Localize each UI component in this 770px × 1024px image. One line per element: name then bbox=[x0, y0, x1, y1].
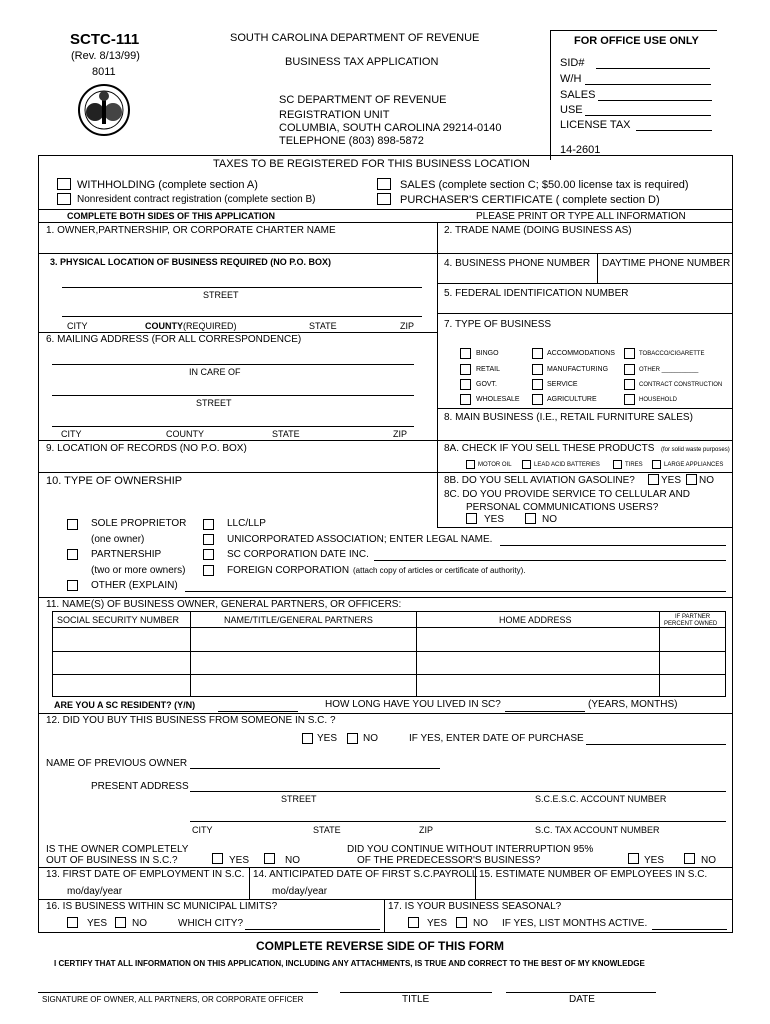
office-box-left-border bbox=[550, 30, 551, 160]
business-type-label: ACCOMMODATIONS bbox=[547, 350, 615, 357]
bought-no-label: NO bbox=[363, 733, 378, 744]
agency-name: SOUTH CAROLINA DEPARTMENT OF REVENUE bbox=[230, 32, 480, 44]
date-label: DATE bbox=[569, 994, 595, 1005]
withholding-checkbox[interactable] bbox=[57, 178, 71, 190]
col-divider bbox=[475, 867, 476, 899]
office-license-tax-field[interactable] bbox=[636, 130, 712, 131]
field-8a-note: (for solid waste purposes) bbox=[661, 447, 730, 453]
divider bbox=[38, 867, 733, 868]
daytime-phone-label: DAYTIME PHONE NUMBER bbox=[602, 258, 731, 269]
divider bbox=[38, 253, 733, 254]
mailing-city-field[interactable] bbox=[52, 426, 414, 427]
business-type-label: CONTRACT CONSTRUCTION bbox=[639, 382, 723, 388]
business-type-label: AGRICULTURE bbox=[547, 396, 597, 403]
owners-row-divider bbox=[52, 627, 726, 628]
field-8c-label: 8C. DO YOU PROVIDE SERVICE TO CELLULAR AND bbox=[444, 489, 691, 500]
owners-col-divider bbox=[416, 611, 417, 697]
field-7-label: 7. TYPE OF BUSINESS bbox=[444, 319, 552, 330]
col-divider bbox=[249, 867, 250, 899]
field-14-label: 14. ANTICIPATED DATE OF FIRST S.C.PAYROLL bbox=[253, 869, 478, 880]
months-active-label: IF YES, LIST MONTHS ACTIVE. bbox=[502, 918, 648, 929]
out-of-business-yes-label: YES bbox=[229, 855, 250, 866]
business-type-tobacco-checkbox[interactable] bbox=[624, 348, 635, 359]
previous-owner-label: NAME OF PREVIOUS OWNER bbox=[46, 758, 188, 769]
continue-label-1: DID YOU CONTINUE WITHOUT INTERRUPTION 95% bbox=[347, 844, 594, 855]
divider bbox=[38, 713, 733, 714]
address-line-1: SC DEPARTMENT OF REVENUE bbox=[279, 94, 447, 106]
business-type-label: SERVICE bbox=[547, 381, 578, 388]
business-type-agriculture-checkbox[interactable] bbox=[532, 394, 543, 405]
divider bbox=[437, 313, 733, 314]
business-type-govt-checkbox[interactable] bbox=[460, 379, 471, 390]
sales-tax-label: SALES (complete section C; $50.00 license tax is required) bbox=[400, 179, 689, 191]
date-format-13: mo/day/year bbox=[67, 886, 123, 897]
office-sid-field[interactable] bbox=[596, 68, 710, 69]
office-wh-label: W/H bbox=[560, 73, 582, 85]
business-type-retail-checkbox[interactable] bbox=[460, 364, 471, 375]
present-street-label: STREET bbox=[281, 794, 317, 804]
sc-tax-label: S.C. TAX ACCOUNT NUMBER bbox=[535, 825, 660, 835]
previous-owner-field[interactable] bbox=[190, 768, 440, 769]
unincorporated-label: UNICORPORATED ASSOCIATION; ENTER LEGAL NAME. bbox=[227, 534, 493, 545]
divider bbox=[38, 209, 733, 210]
out-of-business-no-label: NO bbox=[285, 855, 300, 866]
cellular-yes-checkbox[interactable] bbox=[466, 513, 477, 524]
business-type-wholesale-checkbox[interactable] bbox=[460, 394, 471, 405]
business-type-label: MANUFACTURING bbox=[547, 366, 609, 373]
divider bbox=[437, 408, 733, 409]
field-8a-label: 8A. CHECK IF YOU SELL THESE PRODUCTS bbox=[444, 443, 655, 454]
field-11-label: 11. NAME(S) OF BUSINESS OWNER, GENERAL PARTNERS, OR OFFICERS: bbox=[46, 599, 402, 610]
mailing-county-label: COUNTY bbox=[166, 429, 204, 439]
continue-yes-checkbox[interactable] bbox=[628, 853, 639, 864]
divider bbox=[38, 222, 733, 223]
complete-reverse-notice: COMPLETE REVERSE SIDE OF THIS FORM bbox=[256, 939, 505, 953]
office-use-field[interactable] bbox=[585, 115, 711, 116]
sc-corporation-label: SC CORPORATION DATE INC. bbox=[227, 549, 369, 560]
field-4-label: 4. BUSINESS PHONE NUMBER bbox=[444, 258, 591, 269]
city-label: CITY bbox=[67, 321, 88, 331]
business-type-label: TOBACCO/CIGARETTE bbox=[639, 351, 705, 357]
bought-no-checkbox[interactable] bbox=[347, 733, 358, 744]
purchase-date-label: IF YES, ENTER DATE OF PURCHASE bbox=[409, 733, 584, 744]
continue-no-checkbox[interactable] bbox=[684, 853, 695, 864]
business-type-other-checkbox[interactable] bbox=[624, 364, 635, 375]
divider bbox=[38, 597, 733, 598]
field-17-label: 17. IS YOUR BUSINESS SEASONAL? bbox=[388, 901, 562, 912]
foreign-corporation-label: FOREIGN CORPORATION bbox=[227, 565, 350, 576]
divider bbox=[38, 332, 437, 333]
which-city-field[interactable] bbox=[245, 929, 380, 930]
business-type-manufacturing-checkbox[interactable] bbox=[532, 364, 543, 375]
office-sales-field[interactable] bbox=[598, 100, 712, 101]
business-type-label: HOUSEHOLD bbox=[639, 397, 678, 403]
office-wh-field[interactable] bbox=[585, 84, 711, 85]
municipal-no-label: NO bbox=[132, 918, 147, 929]
bought-yes-checkbox[interactable] bbox=[302, 733, 313, 744]
sc-corporation-checkbox[interactable] bbox=[203, 549, 214, 560]
office-license-tax-label: LICENSE TAX bbox=[560, 119, 631, 131]
years-months-label: (YEARS, MONTHS) bbox=[588, 699, 678, 710]
product-label: MOTOR OIL bbox=[478, 462, 512, 468]
divider bbox=[437, 440, 733, 441]
county-required-label: COUNTY bbox=[145, 321, 183, 331]
physical-street-field[interactable] bbox=[62, 287, 422, 288]
title-label: TITLE bbox=[402, 994, 430, 1005]
mailing-street-field[interactable] bbox=[52, 395, 414, 396]
date-format-14: mo/day/year bbox=[272, 886, 328, 897]
municipal-yes-checkbox[interactable] bbox=[67, 917, 78, 928]
continue-label-2: OF THE PREDECESSOR'S BUSINESS? bbox=[357, 855, 541, 866]
county-required-suffix: (REQUIRED) bbox=[183, 321, 237, 331]
cellular-yes-label: YES bbox=[484, 514, 505, 525]
present-city-label: CITY bbox=[192, 825, 213, 835]
withholding-label: WITHHOLDING (complete section A) bbox=[77, 179, 258, 191]
date-inc-field[interactable] bbox=[374, 560, 726, 561]
owners-col-divider bbox=[659, 611, 660, 697]
street-label: STREET bbox=[203, 290, 239, 300]
field-12-label: 12. DID YOU BUY THIS BUSINESS FROM SOMEONE IN S.C. ? bbox=[46, 715, 336, 726]
purchase-date-field[interactable] bbox=[586, 744, 726, 745]
certification-statement: I CERTIFY THAT ALL INFORMATION ON THIS APPLICATION, INCLUDING ANY ATTACHMENTS, IS TRUE AND CORRECT TO THE BEST OF MY KNOWLEDGE bbox=[54, 959, 645, 968]
divider bbox=[437, 527, 733, 528]
aviation-gas-yes-checkbox[interactable] bbox=[648, 474, 659, 485]
business-type-label: WHOLESALE bbox=[476, 396, 520, 403]
business-type-label: OTHER ___________ bbox=[639, 367, 699, 373]
product-label: TIRES bbox=[625, 462, 643, 468]
physical-city-field[interactable] bbox=[62, 316, 422, 317]
office-use-label: USE bbox=[560, 104, 583, 116]
product-tires-checkbox[interactable] bbox=[613, 460, 622, 469]
divider bbox=[437, 283, 733, 284]
field-10-label: 10. TYPE OF OWNERSHIP bbox=[46, 475, 183, 487]
aviation-yes-label: YES bbox=[661, 475, 682, 486]
owners-row-divider bbox=[52, 674, 726, 675]
print-or-type-note: PLEASE PRINT OR TYPE ALL INFORMATION bbox=[476, 211, 686, 222]
owners-col-percent-2: PERCENT OWNED bbox=[664, 621, 718, 627]
address-line-3: COLUMBIA, SOUTH CAROLINA 29214-0140 bbox=[279, 122, 502, 134]
product-appliances-checkbox[interactable] bbox=[652, 460, 661, 469]
product-motor-oil-checkbox[interactable] bbox=[466, 460, 475, 469]
seasonal-yes-label: YES bbox=[427, 918, 448, 929]
office-box-top-border bbox=[550, 30, 717, 31]
unincorporated-checkbox[interactable] bbox=[203, 534, 214, 545]
owners-col-percent-1: IF PARTNER bbox=[675, 614, 711, 620]
form-revision: (Rev. 8/13/99) bbox=[71, 50, 140, 62]
municipal-no-checkbox[interactable] bbox=[115, 917, 126, 928]
cellular-no-label: NO bbox=[542, 514, 557, 525]
out-of-business-no-checkbox[interactable] bbox=[264, 853, 275, 864]
other-explain-field[interactable] bbox=[185, 591, 726, 592]
owners-col-divider bbox=[190, 611, 191, 697]
seasonal-no-label: NO bbox=[473, 918, 488, 929]
one-owner-note: (one owner) bbox=[91, 534, 145, 545]
field-6-label: 6. MAILING ADDRESS (FOR ALL CORRESPONDENCE) bbox=[46, 334, 302, 345]
nonresident-checkbox[interactable] bbox=[57, 193, 71, 205]
how-long-label: HOW LONG HAVE YOU LIVED IN SC? bbox=[325, 699, 501, 710]
aviation-no-label: NO bbox=[699, 475, 714, 486]
field-1-label: 1. OWNER,PARTNERSHIP, OR CORPORATE CHARTER NAME bbox=[46, 225, 336, 236]
business-type-label: GOVT. bbox=[476, 381, 498, 388]
owners-col-ssn: SOCIAL SECURITY NUMBER bbox=[57, 615, 180, 625]
state-seal-icon bbox=[78, 84, 130, 136]
date-field[interactable] bbox=[506, 992, 656, 993]
business-type-construction-checkbox[interactable] bbox=[624, 379, 635, 390]
continue-no-label: NO bbox=[701, 855, 716, 866]
zip-label: ZIP bbox=[400, 321, 415, 331]
other-ownership-checkbox[interactable] bbox=[67, 580, 78, 591]
phone-divider bbox=[597, 253, 598, 283]
signature-field[interactable] bbox=[38, 992, 318, 993]
state-label: STATE bbox=[309, 321, 337, 331]
in-care-of-label: IN CARE OF bbox=[189, 367, 241, 377]
sales-tax-checkbox[interactable] bbox=[377, 178, 391, 190]
which-city-label: WHICH CITY? bbox=[178, 918, 243, 929]
field-13-label: 13. FIRST DATE OF EMPLOYMENT IN S.C. bbox=[46, 869, 245, 880]
out-of-business-label-2: OUT OF BUSINESS IN S.C.? bbox=[46, 855, 178, 866]
field-9-label: 9. LOCATION OF RECORDS (NO P.O. BOX) bbox=[46, 443, 247, 454]
address-line-2: REGISTRATION UNIT bbox=[279, 109, 390, 121]
scesc-label: S.C.E.S.C. ACCOUNT NUMBER bbox=[535, 794, 667, 804]
present-state-label: STATE bbox=[313, 825, 341, 835]
llc-label: LLC/LLP bbox=[227, 518, 266, 529]
resident-question: ARE YOU A SC RESIDENT? (Y/N) bbox=[54, 700, 196, 710]
mailing-street-label: STREET bbox=[196, 398, 232, 408]
signature-label: SIGNATURE OF OWNER, ALL PARTNERS, OR CORPORATE OFFICER bbox=[42, 995, 304, 1004]
cellular-no-checkbox[interactable] bbox=[525, 513, 536, 524]
aviation-gas-no-checkbox[interactable] bbox=[686, 474, 697, 485]
business-type-household-checkbox[interactable] bbox=[624, 394, 635, 405]
form-title: BUSINESS TAX APPLICATION bbox=[285, 56, 439, 68]
telephone: TELEPHONE (803) 898-5872 bbox=[279, 135, 424, 147]
office-use-title: FOR OFFICE USE ONLY bbox=[574, 35, 699, 47]
col-divider bbox=[384, 899, 385, 933]
purchaser-label: PURCHASER'S CERTIFICATE ( complete section D) bbox=[400, 194, 660, 206]
field-8b-label: 8B. DO YOU SELL AVIATION GASOLINE? bbox=[444, 475, 635, 486]
office-sid-label: SID# bbox=[560, 57, 585, 69]
business-type-bingo-checkbox[interactable] bbox=[460, 348, 471, 359]
sole-proprietor-checkbox[interactable] bbox=[67, 519, 78, 530]
partnership-checkbox[interactable] bbox=[67, 549, 78, 560]
purchaser-checkbox[interactable] bbox=[377, 193, 391, 205]
form-code: 8011 bbox=[92, 66, 116, 78]
municipal-yes-label: YES bbox=[87, 918, 108, 929]
seasonal-yes-checkbox[interactable] bbox=[408, 917, 419, 928]
seasonal-no-checkbox[interactable] bbox=[456, 917, 467, 928]
llc-checkbox[interactable] bbox=[203, 519, 214, 530]
taxes-heading: TAXES TO BE REGISTERED FOR THIS BUSINESS LOCATION bbox=[213, 158, 530, 170]
present-city-field[interactable] bbox=[190, 821, 726, 822]
present-address-field[interactable] bbox=[190, 791, 726, 792]
field-5-label: 5. FEDERAL IDENTIFICATION NUMBER bbox=[444, 288, 629, 299]
field-8c-label-cont: PERSONAL COMMUNICATIONS USERS? bbox=[466, 502, 659, 513]
legal-name-field[interactable] bbox=[500, 545, 726, 546]
title-field[interactable] bbox=[340, 992, 492, 993]
foreign-corporation-note: (attach copy of articles or certificate of authority). bbox=[353, 566, 526, 575]
owners-row-divider bbox=[52, 651, 726, 652]
out-of-business-yes-checkbox[interactable] bbox=[212, 853, 223, 864]
divider bbox=[38, 472, 733, 473]
field-3-label: 3. PHYSICAL LOCATION OF BUSINESS REQUIRED (NO P.O. BOX) bbox=[50, 257, 332, 267]
product-label: LARGE APPLIANCES bbox=[664, 462, 724, 468]
divider bbox=[38, 899, 733, 900]
out-of-business-label-1: IS THE OWNER COMPLETELY bbox=[46, 844, 189, 855]
business-type-label: BINGO bbox=[476, 350, 499, 357]
business-type-accommodations-checkbox[interactable] bbox=[532, 348, 543, 359]
owners-col-name: NAME/TITLE/GENERAL PARTNERS bbox=[224, 615, 373, 625]
office-code: 14-2601 bbox=[560, 144, 601, 156]
owners-col-address: HOME ADDRESS bbox=[499, 615, 572, 625]
mailing-name-field[interactable] bbox=[52, 364, 414, 365]
how-long-field[interactable] bbox=[505, 711, 585, 712]
continue-yes-label: YES bbox=[644, 855, 665, 866]
present-zip-label: ZIP bbox=[419, 825, 434, 835]
field-15-label: 15. ESTIMATE NUMBER OF EMPLOYEES IN S.C. bbox=[479, 869, 708, 880]
present-address-label: PRESENT ADDRESS bbox=[91, 781, 189, 792]
two-owners-note: (two or more owners) bbox=[91, 565, 186, 576]
complete-both-sides: COMPLETE BOTH SIDES OF THIS APPLICATION bbox=[67, 211, 276, 221]
nonresident-label: Nonresident contract registration (complete section B) bbox=[77, 194, 316, 205]
bought-yes-label: YES bbox=[317, 733, 338, 744]
column-divider bbox=[437, 472, 438, 527]
office-sales-label: SALES bbox=[560, 89, 596, 101]
column-divider bbox=[437, 222, 438, 475]
sole-proprietor-label: SOLE PROPRIETOR bbox=[91, 518, 187, 529]
divider bbox=[38, 440, 437, 441]
foreign-corporation-checkbox[interactable] bbox=[203, 565, 214, 576]
business-type-label: RETAIL bbox=[476, 366, 500, 373]
partnership-label: PARTNERSHIP bbox=[91, 549, 162, 560]
product-batteries-checkbox[interactable] bbox=[522, 460, 531, 469]
other-ownership-label: OTHER (EXPLAIN) bbox=[91, 580, 178, 591]
months-active-field[interactable] bbox=[652, 929, 727, 930]
field-2-label: 2. TRADE NAME (DOING BUSINESS AS) bbox=[444, 225, 632, 236]
business-type-service-checkbox[interactable] bbox=[532, 379, 543, 390]
product-label: LEAD ACID BATTERIES bbox=[534, 462, 600, 468]
field-16-label: 16. IS BUSINESS WITHIN SC MUNICIPAL LIMITS? bbox=[46, 901, 278, 912]
field-8-label: 8. MAIN BUSINESS (I.E., RETAIL FURNITURE SALES) bbox=[444, 412, 693, 423]
form-id: SCTC-111 bbox=[70, 31, 140, 48]
mailing-zip-label: ZIP bbox=[393, 429, 408, 439]
mailing-state-label: STATE bbox=[272, 429, 300, 439]
resident-field[interactable] bbox=[218, 711, 298, 712]
mailing-city-label: CITY bbox=[61, 429, 82, 439]
